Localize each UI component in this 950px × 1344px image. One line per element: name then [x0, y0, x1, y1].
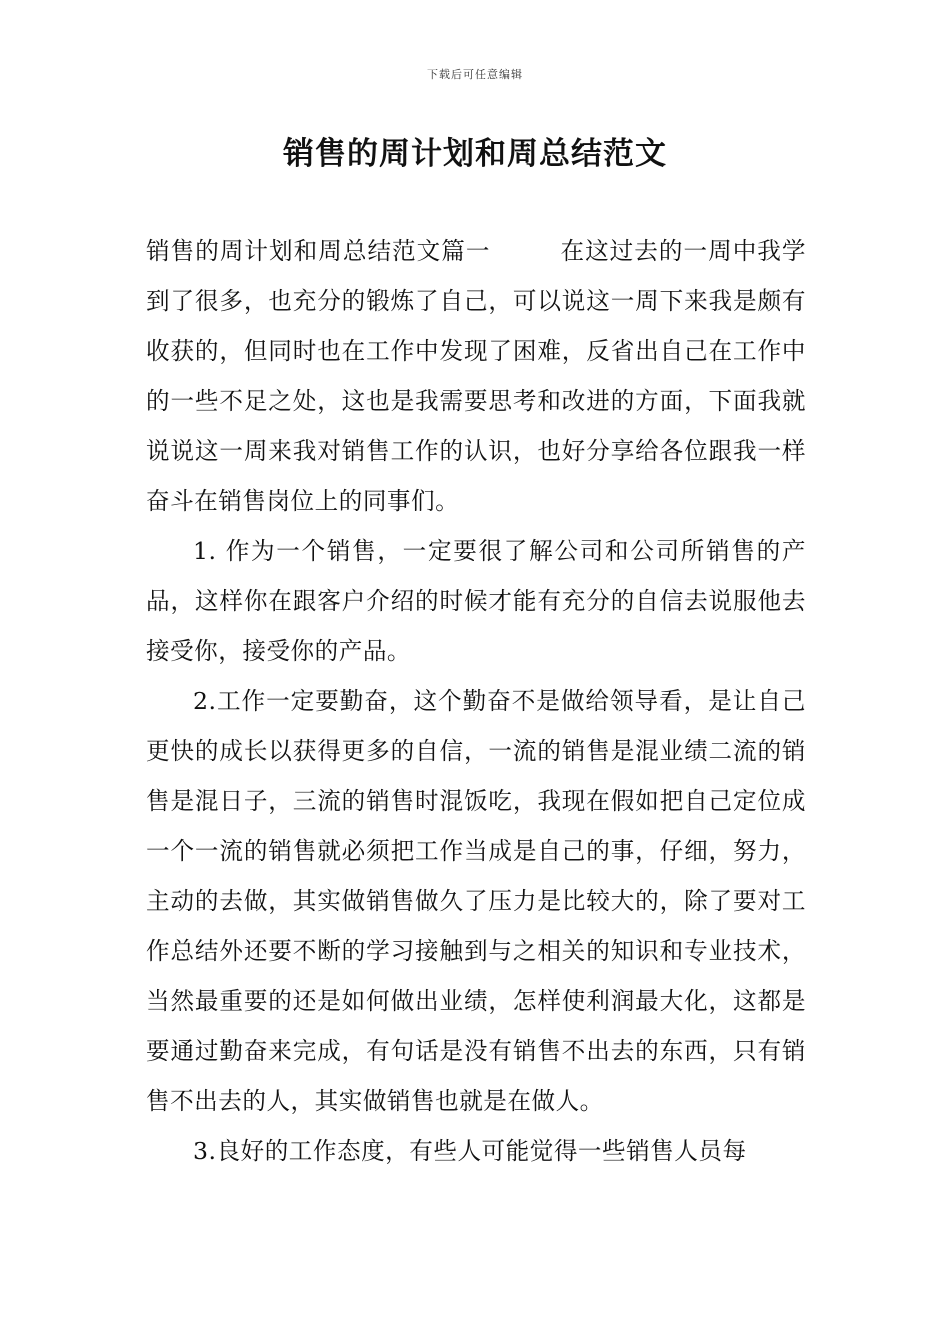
- document-title: 销售的周计划和周总结范文: [283, 136, 667, 172]
- intro-heading: 销售的周计划和周总结范文篇一: [146, 237, 491, 265]
- header-note: 下载后可任意编辑: [427, 68, 523, 81]
- intro-paragraph: [146, 226, 806, 526]
- document-body: [146, 226, 806, 1176]
- paragraph-2: 2.工作一定要勤奋，这个勤奋不是做给领导看，是让自己更快的成长以获得更多的自信，一流的销售是混业绩二流的销售是混日子，三流的销售时混饭吃，我现在假如把自己定位成一个一流的销售就必须把工作当成是自己的事，仔细，努力，主动的去做，其实做销售做久了压力是比较大的，除了要对工作总结外还要不断的学习接触到与之相关的知识和专业技术，当然最重要的还是如何做出业绩，怎样使利润最大化，这都是要通过勤奋来完成，有句话是没有销售不出去的东西，只有销售不出去的人，其实做销售也就是在做人。: [146, 687, 806, 1115]
- paragraph-1: 1. 作为一个销售，一定要很了解公司和公司所销售的产品，这样你在跟客户介绍的时候才能有充分的自信去说服他去接受你，接受你的产品。: [146, 537, 806, 665]
- paragraph-3: 3.良好的工作态度，有些人可能觉得一些销售人员每: [193, 1137, 747, 1165]
- intro-text: 在这过去的一周中我学到了很多，也充分的锻炼了自己，可以说这一周下来我是颇有收获的，但同时也在工作中发现了困难，反省出自己在工作中的一些不足之处，这也是我需要思考和改进的方面，下面我就说说这一周来我对销售工作的认识，也好分享给各位跟我一样奋斗在销售岗位上的同事们。: [146, 237, 807, 515]
